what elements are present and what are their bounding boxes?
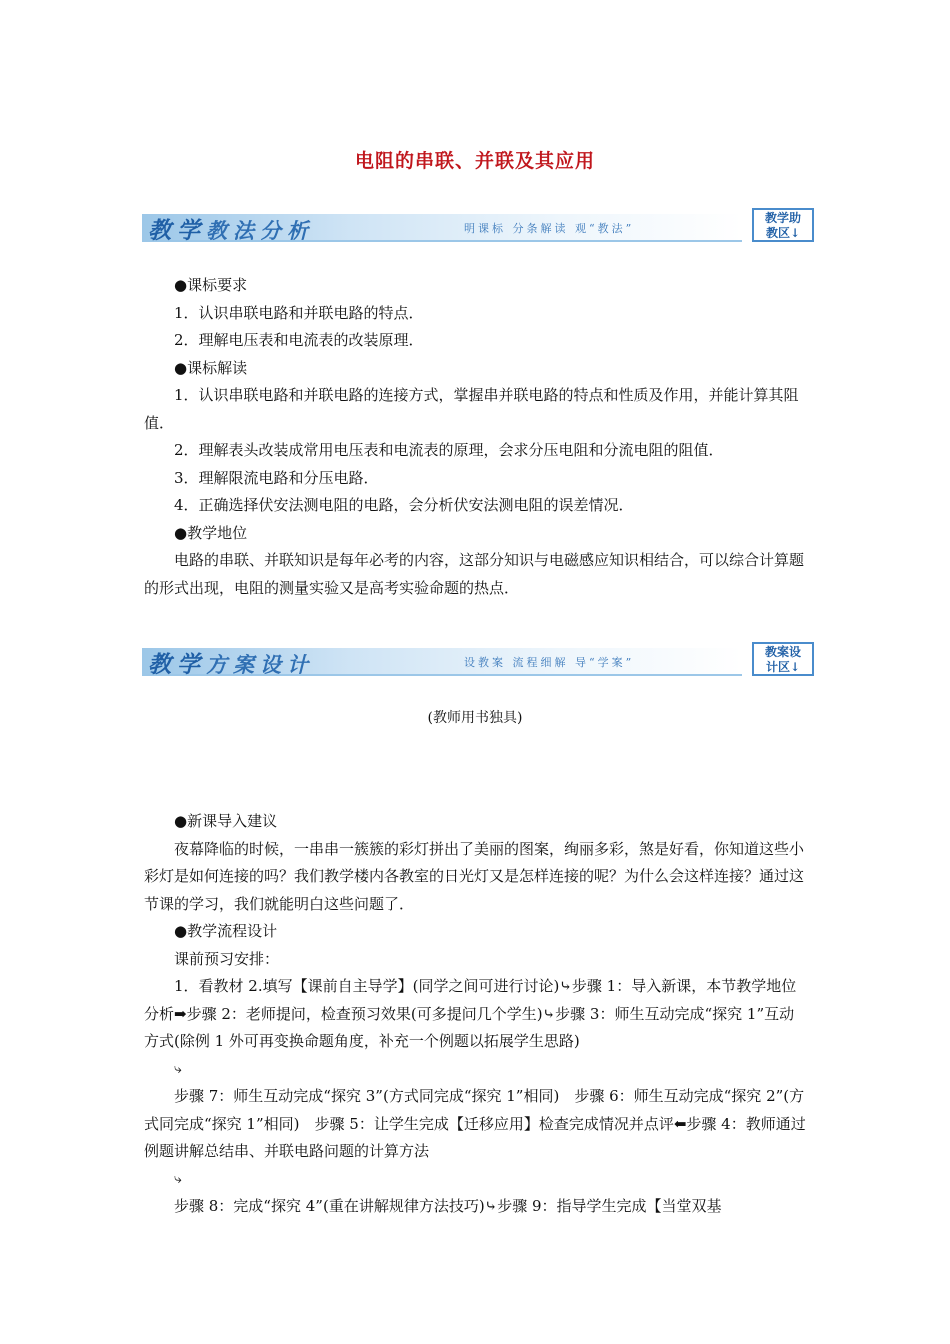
list-item: 4．正确选择伏安法测电阻的电路，会分析伏安法测电阻的误差情况． (174, 496, 634, 514)
list-item: 2．理解表头改装成常用电压表和电流表的原理，会求分压电阻和分流电阻的阻值． (174, 441, 724, 459)
paragraph: 夜幕降临的时候，一串串一簇簇的彩灯拼出了美丽的图案，绚丽多彩，煞是好看，你知道这些小彩灯是如何连接的吗？我们教学楼内各教室的日光灯又是怎样连接的呢？为什么会这样连接？通过这节课的学习，我们就能明白这些问题了． (144, 839, 805, 913)
banner-motto: 明课标 分条解读 观“教法” (464, 222, 635, 235)
section-banner-teaching-analysis (142, 208, 814, 246)
zone-line2: 计区↓ (765, 660, 801, 674)
flow-arrow-icon: ⤷ (174, 1170, 182, 1187)
banner-heading (148, 646, 314, 679)
flow-step: 步骤 8：完成“探究 4”(重在讲解规律方法技巧)⤷步骤 9：指导学生完成【当堂双基 (174, 1197, 722, 1215)
zone-badge (752, 642, 814, 676)
section-teaching-analysis (144, 272, 808, 602)
zone-line1: 教案设 (764, 645, 801, 659)
teacher-note: (教师用书独具) (427, 710, 523, 726)
paragraph: 电路的串联、并联知识是每年必考的内容，这部分知识与电磁感应知识相结合，可以综合计算题的形式出现，电阻的测量实验又是高考实验命题的热点． (144, 551, 805, 597)
zone-line1: 教学助 (764, 211, 801, 225)
banner-heading-b: 教法分析 (206, 218, 314, 243)
list-item: 1．认识串联电路和并联电路的特点． (174, 303, 424, 322)
banner-heading-a: 教学 (148, 651, 206, 678)
page-title: 电阻的串联、并联及其应用 (354, 150, 595, 172)
list-item: 3．理解限流电路和分压电路． (174, 468, 379, 487)
flow-step: 步骤 7：师生互动完成“探究 3”(方式同完成“探究 1”相同) 步骤 6：师生互动完成“探究 2”(方式同完成“探究 1”相同) 步骤 5：让学生完成【迁移应用】检查完成情况并点评⬅步骤 4：教师通过例题讲解总结串、并联电路问题的计算方法 (144, 1087, 806, 1160)
banner-heading-b: 方案设计 (206, 652, 314, 677)
section-heading: ●新课导入建议 (174, 812, 278, 830)
list-item: 2．理解电压表和电流表的改装原理． (174, 331, 424, 349)
section-heading: ●课标解读 (174, 358, 248, 377)
section-heading: ●教学地位 (174, 523, 248, 542)
banner-heading (148, 212, 314, 245)
zone-line2: 教区↓ (765, 226, 801, 240)
section-plan-design (144, 808, 808, 1221)
banner-heading-a: 教学 (148, 217, 206, 244)
flow-step: 1．看教材 2.填写【课前自主导学】(同学之间可进行讨论)⤷步骤 1：导入新课，本节教学地位分析➡步骤 2：老师提问，检查预习效果(可多提问几个学生)⤷步骤 3：师生互动完成“探究 1”互动方式(除例 1 外可再变换命题角度，补充一个例题以拓展学生思路) (144, 977, 797, 1050)
section-banner-plan-design (142, 642, 814, 680)
zone-badge (752, 208, 814, 242)
list-item: 1．认识串联电路和并联电路的连接方式，掌握串并联电路的特点和性质及作用，并能计算其阻值． (144, 386, 799, 432)
banner-motto: 设教案 流程细解 导“学案” (464, 656, 635, 669)
flow-arrow-icon: ⤷ (174, 1060, 182, 1077)
section-heading: ●课标要求 (174, 276, 248, 294)
section-heading: ●教学流程设计 (174, 922, 278, 940)
paragraph: 课前预习安排： (174, 949, 280, 968)
